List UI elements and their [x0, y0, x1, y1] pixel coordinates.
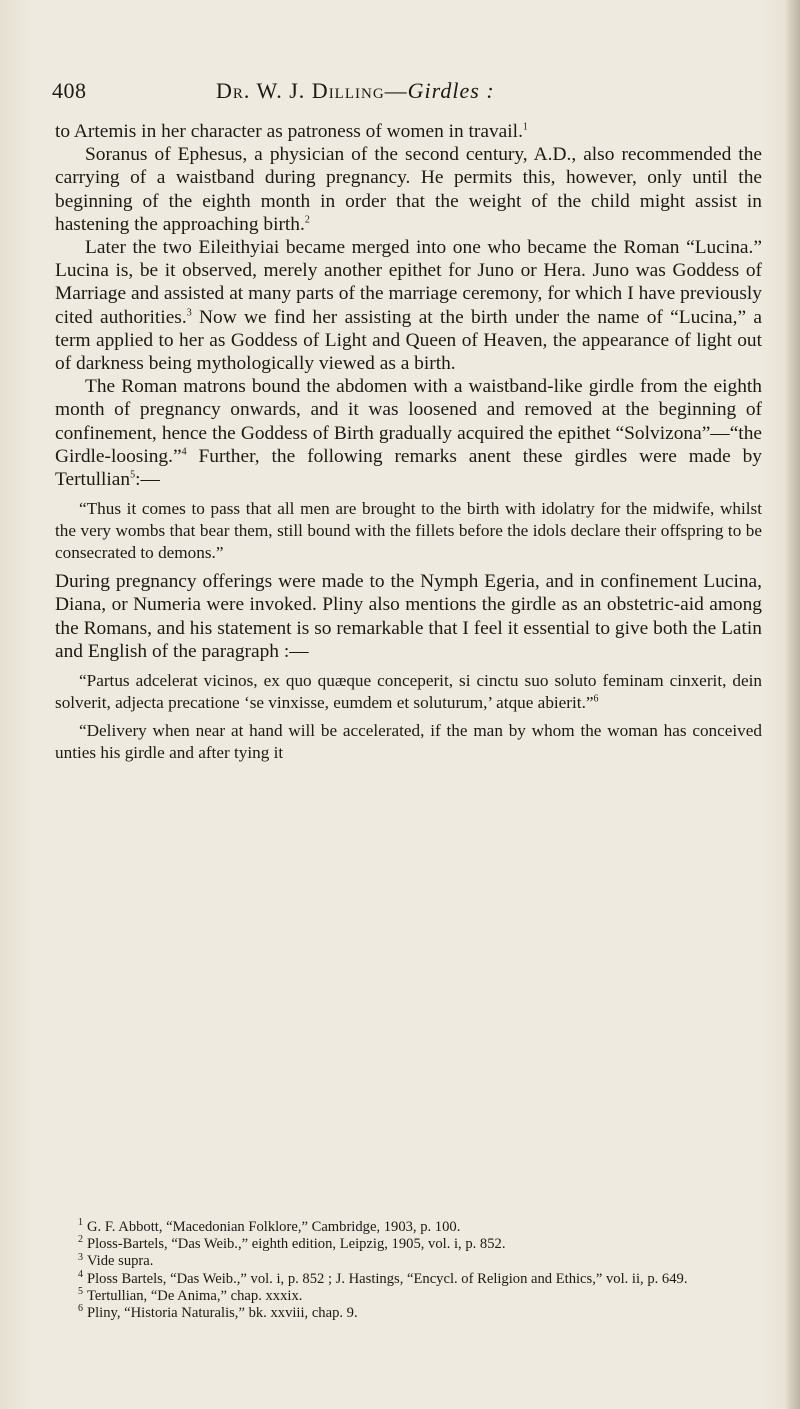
paragraph-lucina: Later the two Eileithyiai became merged into one who became the Roman “Lucina.” Lucina is, be it observed, merely another epithet for Juno or Hera. Juno was Goddess of Marriage and assisted at many parts of the marriage ceremony, for which I have previously cited authorities.$^3$ Now we find her assisting at the birth under the name of “Lucina,” a term applied to her as Goddess of Light and Queen of Heaven, the appearance of light out of darkness being mythologically viewed as a birth. — [55, 237, 762, 375]
footnotes — [58, 1219, 762, 1322]
quote-latin: “Partus adcelerat vicinos, ex quo quæque conceperit, si cinctu suo soluto feminam cinxerit, dein solverit, adjecta precatione ‘se vinxisse, eumdem et soluturum,’ atque abierit.”$^6$ — [55, 671, 762, 713]
short-title: Girdles : — [407, 78, 495, 103]
footnote-1: $^1$ G. F. Abbott, “Macedonian Folklore,” Cambridge, 1903, p. 100. — [78, 1217, 461, 1235]
paragraph-pliny: During pregnancy offerings were made to the Nymph Egeria, and in confinement Lucina, Diana, or Numeria were invoked. Pliny also mentions the girdle as an obstetric-aid among the Romans, and his statement is so remarkable that I feel it essential to give both the Latin and English of the paragraph :— — [55, 571, 762, 662]
paragraph-artemis: to Artemis in her character as patroness of women in travail.$^1$ — [55, 121, 528, 142]
footnote-ref: 6 — [593, 693, 599, 705]
footnote-ref: 3 — [186, 307, 192, 319]
paragraph-soranus: Soranus of Ephesus, a physician of the second century, A.D., also recommended the carrying of a waistband during pregnancy. He permits this, however, only until the beginning of the eighth month in order that the weight of the child might assist in hastening the approaching birth.$^2$ — [55, 144, 762, 235]
page-header — [52, 78, 752, 106]
footnote-ref: 1 — [522, 121, 528, 133]
footnote-ref: 2 — [304, 214, 310, 226]
footnote-3: $^3$ Vide supra. — [78, 1251, 154, 1270]
footnote-6: $^6$ Pliny, “Historia Naturalis,” bk. xxviii, chap. 9. — [78, 1303, 358, 1322]
footnote-ref: 4 — [181, 446, 187, 458]
footnote-2: $^2$ Ploss-Bartels, “Das Weib.,” eighth edition, Leipzig, 1905, vol. i, p. 852. — [78, 1234, 506, 1253]
footnote-5: $^5$ Tertullian, “De Anima,” chap. xxxix. — [78, 1285, 303, 1304]
body-text — [55, 120, 762, 770]
author-name: Dr. W. J. Dilling — [216, 78, 385, 103]
running-head — [216, 78, 495, 104]
quote-english: “Delivery when near at hand will be accelerated, if the man by whom the woman has conceived unties his girdle and after tying it — [55, 721, 762, 763]
footnote-ref: 5 — [130, 469, 136, 481]
paragraph-roman-matrons: The Roman matrons bound the abdomen with a waistband-like girdle from the eighth month of pregnancy onwards, and it was loosened and removed at the beginning of confinement, hence the Goddess of Birth gradually acquired the epithet “Solvizona”—“the Girdle-loosing.”$^4$ Further, the following remarks anent these girdles were made by Tertullian$^5$:— — [55, 376, 762, 491]
page-number: 408 — [52, 78, 87, 103]
page-edge-shadow — [784, 0, 800, 1409]
quote-tertullian: “Thus it comes to pass that all men are brought to the birth with idolatry for the midwife, whilst the very wombs that bear them, still bound with the fillets before the idols declare their offspring to be consecrated to demons.” — [55, 499, 762, 563]
footnote-4: $^4$ Ploss Bartels, “Das Weib.,” vol. i, p. 852 ; J. Hastings, “Encycl. of Religion and Ethics,” vol. ii, p. 649. — [78, 1268, 688, 1287]
header-separator: — — [384, 78, 408, 103]
